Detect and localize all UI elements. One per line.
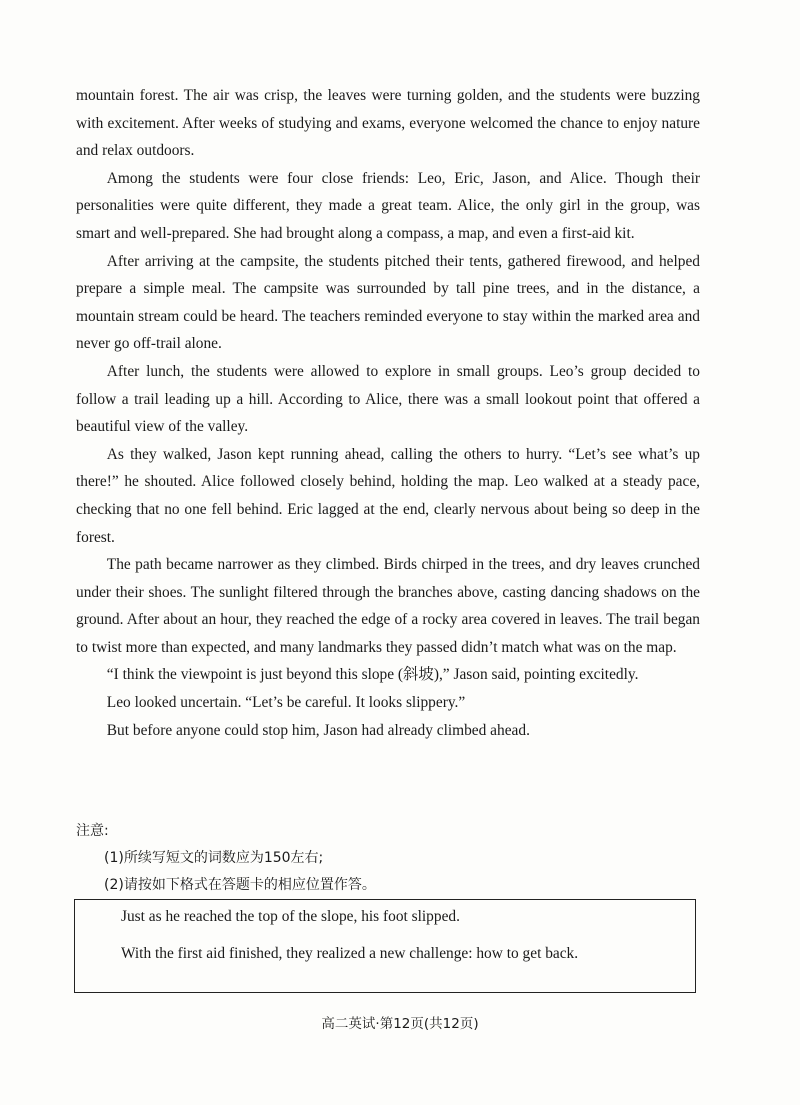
- note-item-format: (2)请按如下格式在答题卡的相应位置作答。: [104, 877, 376, 893]
- answer-format-box: [74, 899, 696, 993]
- note-item-word-count: (1)所续写短文的词数应为150左右;: [104, 850, 324, 866]
- passage-paragraph-7: “I think the viewpoint is just beyond this slope (斜坡),” Jason said, pointing excitedly.: [106, 666, 639, 684]
- passage-paragraph-9: But before anyone could stop him, Jason had already climbed ahead.: [106, 721, 530, 739]
- passage-paragraph-8: Leo looked uncertain. “Let’s be careful. It looks slippery.”: [106, 694, 466, 712]
- passage-paragraph-6: The path became narrower as they climbed. Birds chirped in the trees, and dry leaves crunched under their shoes. The sunlight filtered through the branches above, casting dancing shadows on the ground. After about an hour, they reached the edge of a rocky area covered in leaves. The trail began to twist more than expected, and many landmarks they passed didn’t match what was on the map.: [76, 556, 700, 656]
- instructions-notes: [76, 818, 700, 899]
- notes-heading: 注意:: [76, 823, 109, 839]
- continuation-prompt-2: With the first aid finished, they realized a new challenge: how to get back.: [121, 945, 579, 962]
- continuation-prompt-1: Just as he reached the top of the slope, his foot slipped.: [121, 908, 460, 925]
- passage-paragraph-4: After lunch, the students were allowed to explore in small groups. Leo’s group decided to follow a trail leading up a hill. According to Alice, there was a small lookout point that offered a beautiful view of the valley.: [76, 362, 700, 436]
- passage-paragraph-2: Among the students were four close friends: Leo, Eric, Jason, and Alice. Though their personalities were quite different, they made a great team. Alice, the only girl in the group, was smart and well-prepared. She had brought along a compass, a map, and even a first-aid kit.: [76, 169, 700, 242]
- passage-paragraph-3: After arriving at the campsite, the students pitched their tents, gathered firewood, and helped prepare a simple meal. The campsite was surrounded by tall pine trees, and in the distance, a mountain stream could be heard. The teachers reminded everyone to stay within the marked area and never go off-trail alone.: [76, 252, 700, 353]
- passage-paragraph-5: As they walked, Jason kept running ahead, calling the others to hurry. “Let’s see what’s up there!” he shouted. Alice followed closely behind, holding the map. Leo walked at a steady pace, checking that no one fell behind. Eric lagged at the end, clearly nervous about being so deep in the forest.: [76, 445, 700, 546]
- page-footer: 高二英试·第12页(共12页): [321, 1016, 479, 1032]
- passage-paragraph-1: mountain forest. The air was crisp, the leaves were turning golden, and the students were buzzing with excitement. After weeks of studying and exams, everyone welcomed the chance to enjoy nature and relax outdoors.: [76, 87, 700, 160]
- story-passage: [76, 82, 700, 744]
